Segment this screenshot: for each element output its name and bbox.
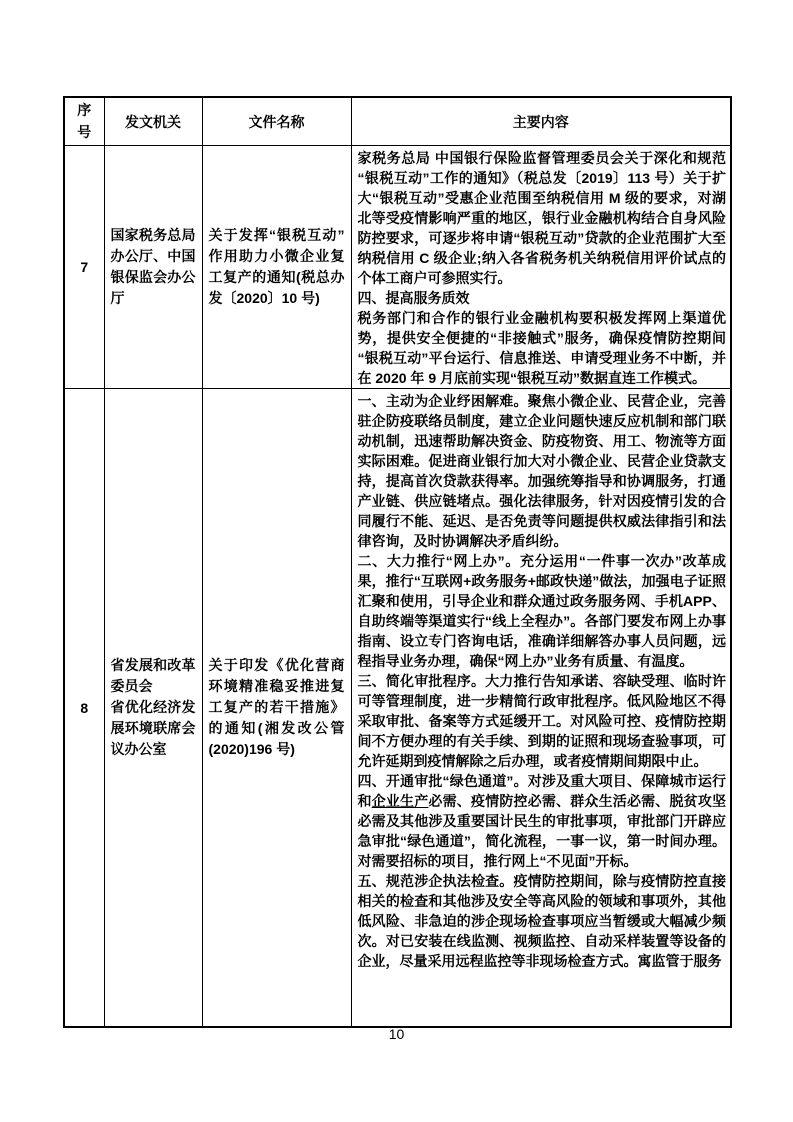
- paragraph: [358, 308, 727, 388]
- text-segment: 一、主动为企业纾困解难。聚焦小微企业、民营企业，完善驻企防疫联络员制度，建立企业问题快速反应机制和部门联动机制，迅速帮助解决资金、防疫物资、用工、物流等方面实际困难。促进商业银行加大对小微企业、民营企业贷款支持，提高首次贷款获得率。加强统筹指导和协调服务，打通产业链、供应链堵点。强化法律服务，针对因疫情引发的合同履行不能、延迟、是否免责等问题提供权威法律指引和法律咨询，及时协调解决矛盾纠纷。: [357, 393, 726, 550]
- paragraph: [358, 871, 727, 971]
- paragraph: [111, 225, 196, 309]
- text-segment: 税务部门和合作的银行业金融机构要积极发挥网上渠道优势，提供安全便捷的“非接触式”服务，确保疫情防控期间“银税互动”平台运行、信息推送、申请受理业务不中断，并在 2020 年 9 月底前实现“银税互动”数据直连工作模式。: [357, 310, 726, 387]
- text-segment: 三、简化审批程序。大力推行告知承诺、容缺受理、临时许可等管理制度，进一步精简行政审批程序。低风险地区不得采取审批、备案等方式延缓开工。对风险可控、疫情防控期间不方便办理的有关手续、到期的证照和现场查验事项，可允许延期到疫情解除之后办理，或者疫情期间期限中止。: [357, 673, 726, 770]
- paragraph: [358, 288, 727, 308]
- text-segment: 省优化经济发展环境联席会议办公室: [110, 699, 196, 758]
- row8-content-cell: [351, 389, 731, 1027]
- row8-index: 8: [64, 389, 104, 1027]
- paragraph: [209, 655, 345, 760]
- underlined-text: 企业生产: [371, 793, 429, 810]
- text-segment: 必需、疫情防控必需、群众生活必需、脱贫攻坚必需及其他涉及重要国计民生的审批事项，审批部门开辟应急审批“绿色通道”，简化流程，一事一议，第一时间办理。对需要招标的项目，推行网上“不见面”开标。: [357, 793, 727, 870]
- header-agency: 发文机关: [104, 97, 202, 146]
- text-segment: 二、大力推行“网上办”。充分运用“一件事一次办”改革成果，推行“互联网+政务服务+邮政快递”做法，加强电子证照汇聚和使用，引导企业和群众通过政务服务网、手机APP、自助终端等渠道实行“线上全程办”。各部门要发布网上办事指南、设立专门咨询电话，准确详细解答办事人员问题，远程指导业务办理，确保“网上办”业务有质量、有温度。: [357, 553, 726, 670]
- text-segment: 四、开通审批“绿色通道”。对涉及重大项目、保障城市运行和: [357, 773, 726, 810]
- table-header-row: [64, 97, 731, 146]
- paragraph: [358, 148, 727, 288]
- header-index: [64, 97, 104, 146]
- header-document: 文件名称: [202, 97, 351, 146]
- row7-document-cell: [202, 146, 351, 389]
- paragraph: [358, 391, 727, 551]
- row7-agency-cell: [104, 146, 202, 389]
- paragraph: [111, 697, 196, 760]
- table-row-7: [64, 146, 731, 389]
- row7-content-cell: [351, 146, 731, 389]
- paragraph: [209, 225, 345, 309]
- text-segment: 关于发挥“银税互动”作用助力小微企业复工复产的通知(税总办发〔2020〕10 号): [208, 227, 345, 307]
- text-segment: 家税务总局 中国银行保险监督管理委员会关于深化和规范“银税互动”工作的通知》（税总发〔2019〕113 号）关于扩大“银税互动”受惠企业范围至纳税信用 M 级的要求，对湖北等受疫情影响严重的地区，银行业金融机构结合自身风险防控要求，可逐步将申请“银税互动”贷款的企业范围扩大至纳税信用 C 级企业;纳入各省税务机关纳税信用评价试点的个体工商户可参照实行。: [357, 150, 726, 287]
- text-segment: 省发展和改革委员会: [110, 657, 196, 695]
- header-index-label: 序号: [77, 102, 92, 140]
- text-segment: 四、提高服务质效: [357, 290, 470, 307]
- row8-document-cell: [202, 389, 351, 1027]
- row8-agency-cell: [104, 389, 202, 1027]
- text-segment: 关于印发《优化营商环境精准稳妥推进复工复产的若干措施》的通知(湘发改公管(2020)196 号): [208, 657, 345, 758]
- paragraph: [358, 771, 727, 871]
- document-table: [63, 96, 732, 1028]
- paragraph: [358, 551, 727, 671]
- text-segment: 五、规范涉企执法检查。疫情防控期间，除与疫情防控直接相关的检查和其他涉及安全等高风险的领域和事项外，其他低风险、非急迫的涉企现场检查事项应当暂缓或大幅减少频次。对已安装在线监测、视频监控、自动采样装置等设备的企业，尽量采用远程监控等非现场检查方式。寓监管于服务: [357, 873, 726, 970]
- table-row-8: [64, 389, 731, 1027]
- paragraph: [358, 671, 727, 771]
- row7-index: 7: [64, 146, 104, 389]
- header-content: 主要内容: [351, 97, 731, 146]
- paragraph: [111, 655, 196, 697]
- page-number: 10: [388, 1026, 405, 1042]
- text-segment: 国家税务总局办公厅、中国银保监会办公厅: [110, 227, 196, 307]
